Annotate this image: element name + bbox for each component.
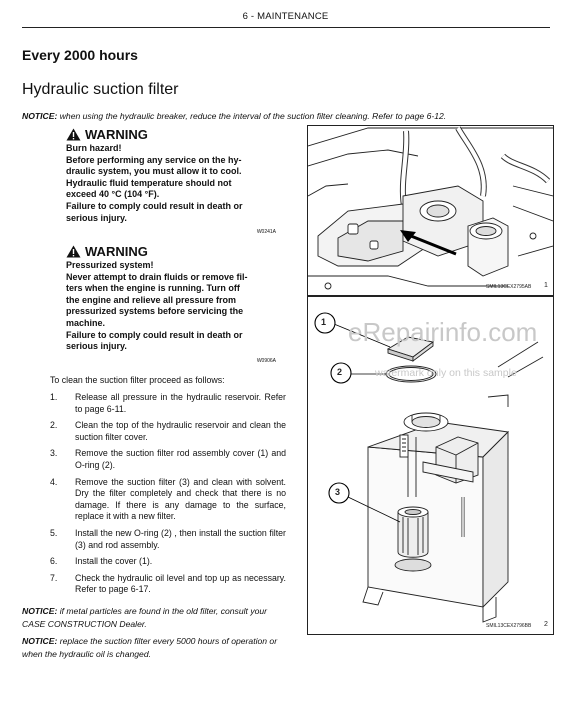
notice-text: replace the suction filter every 5000 hours of operation or when the hydraulic oil is changed. — [22, 636, 278, 659]
step-item — [50, 528, 286, 551]
warning-code: W0906A — [256, 357, 276, 364]
step-text: Check the hydraulic oil level and top up as necessary. Refer to page 6-17. — [75, 572, 286, 595]
warning-triangle-icon — [66, 245, 81, 258]
warning-title: WARNING — [66, 245, 276, 258]
notice-breaker — [22, 110, 557, 123]
warning-line: ters when the engine is running. Turn off — [66, 283, 240, 294]
step-item — [50, 477, 286, 523]
notice-text: when using the hydraulic breaker, reduce the interval of the suction filter cleaning. Refer to page 6-12. — [59, 111, 447, 121]
step-text: Install the cover (1). — [75, 556, 153, 567]
notice-label: NOTICE: — [22, 111, 58, 121]
warning-line: Burn hazard! — [66, 143, 122, 153]
step-number: 6. — [50, 556, 58, 567]
step-text: Release all pressure in the hydraulic reservoir. Refer to page 6-11. — [75, 392, 286, 414]
warning-line: Hydraulic fluid temperature should not — [66, 177, 232, 188]
step-item — [50, 573, 286, 596]
step-text: Install the new O-ring (2) , then install the suction filter (3) and rod assembly. — [75, 527, 286, 550]
warning-line: draulic system, you must allow it to cool. — [66, 166, 242, 177]
step-text: Remove the suction filter (3) and clean with solvent. Dry the filter completely and check that there is no damage. If there is any damage to the surface, replace it with a new filter. — [75, 476, 286, 522]
warning-triangle-icon — [66, 128, 81, 141]
figure-code: SMIL13CEX2796BB — [486, 623, 532, 629]
step-item — [50, 392, 286, 415]
notice-metal-particles — [22, 605, 284, 631]
page-header: 6 - MAINTENANCE — [242, 11, 329, 22]
warning-line: Failure to comply could result in death or — [66, 200, 243, 211]
procedure-intro: To clean the suction filter proceed as follows: — [50, 375, 225, 385]
step-number: 2. — [50, 420, 58, 431]
warning-line: serious injury. — [66, 212, 127, 223]
notice-replace-interval — [22, 635, 284, 661]
warning-line: exceed 40 °C (104 °F). — [66, 189, 160, 200]
step-text: Remove the suction filter rod assembly cover (1) and O-ring (2). — [75, 448, 286, 470]
warning-line: pressurized systems before servicing the — [66, 306, 244, 317]
watermark-main: eRepairinfo.com — [348, 317, 538, 347]
header-rule — [22, 27, 550, 28]
watermark-sub: watermark only on this sample — [375, 367, 517, 379]
reservoir-illustration — [308, 126, 553, 295]
step-number: 5. — [50, 527, 58, 538]
procedure-steps — [50, 392, 286, 601]
figure-number: 2 — [544, 621, 548, 628]
step-item — [50, 556, 286, 568]
step-text: Clean the top of the hydraulic reservoir and clean the suction filter cover. — [75, 420, 286, 442]
subsection-heading: Hydraulic suction filter — [22, 81, 179, 98]
step-number: 7. — [50, 572, 58, 583]
step-item — [50, 420, 286, 443]
figure-code: SMIL13CEX2795AB — [486, 284, 532, 290]
figure-number: 1 — [544, 282, 548, 289]
notice-label: NOTICE: — [22, 636, 58, 646]
warning-title: WARNING — [66, 128, 276, 141]
warning-burn-hazard — [66, 128, 276, 239]
step-number: 4. — [50, 476, 58, 487]
notice-text: if metal particles are found in the old filter, consult your CASE CONSTRUCTION Dealer. — [22, 606, 268, 629]
warning-pressurized-system — [66, 245, 276, 367]
warning-line: machine. — [66, 317, 106, 328]
warning-line: the engine and relieve all pressure from — [66, 294, 237, 305]
callout-2: 2 — [337, 367, 343, 377]
warning-line: Pressurized system! — [66, 260, 154, 270]
warning-line: Before performing any service on the hy- — [66, 154, 242, 165]
figure-reservoir-location — [307, 125, 554, 296]
callout-1: 1 — [321, 317, 327, 327]
warning-line: Failure to comply could result in death or — [66, 329, 243, 340]
callout-3: 3 — [335, 487, 341, 497]
warning-line: serious injury. — [66, 341, 127, 352]
warning-code: W0241A — [256, 229, 276, 236]
notice-label: NOTICE: — [22, 606, 58, 616]
section-heading: Every 2000 hours — [22, 47, 138, 63]
warning-line: Never attempt to drain fluids or remove fil- — [66, 271, 248, 282]
step-number: 1. — [50, 392, 58, 402]
step-item — [50, 448, 286, 471]
step-number: 3. — [50, 448, 58, 459]
